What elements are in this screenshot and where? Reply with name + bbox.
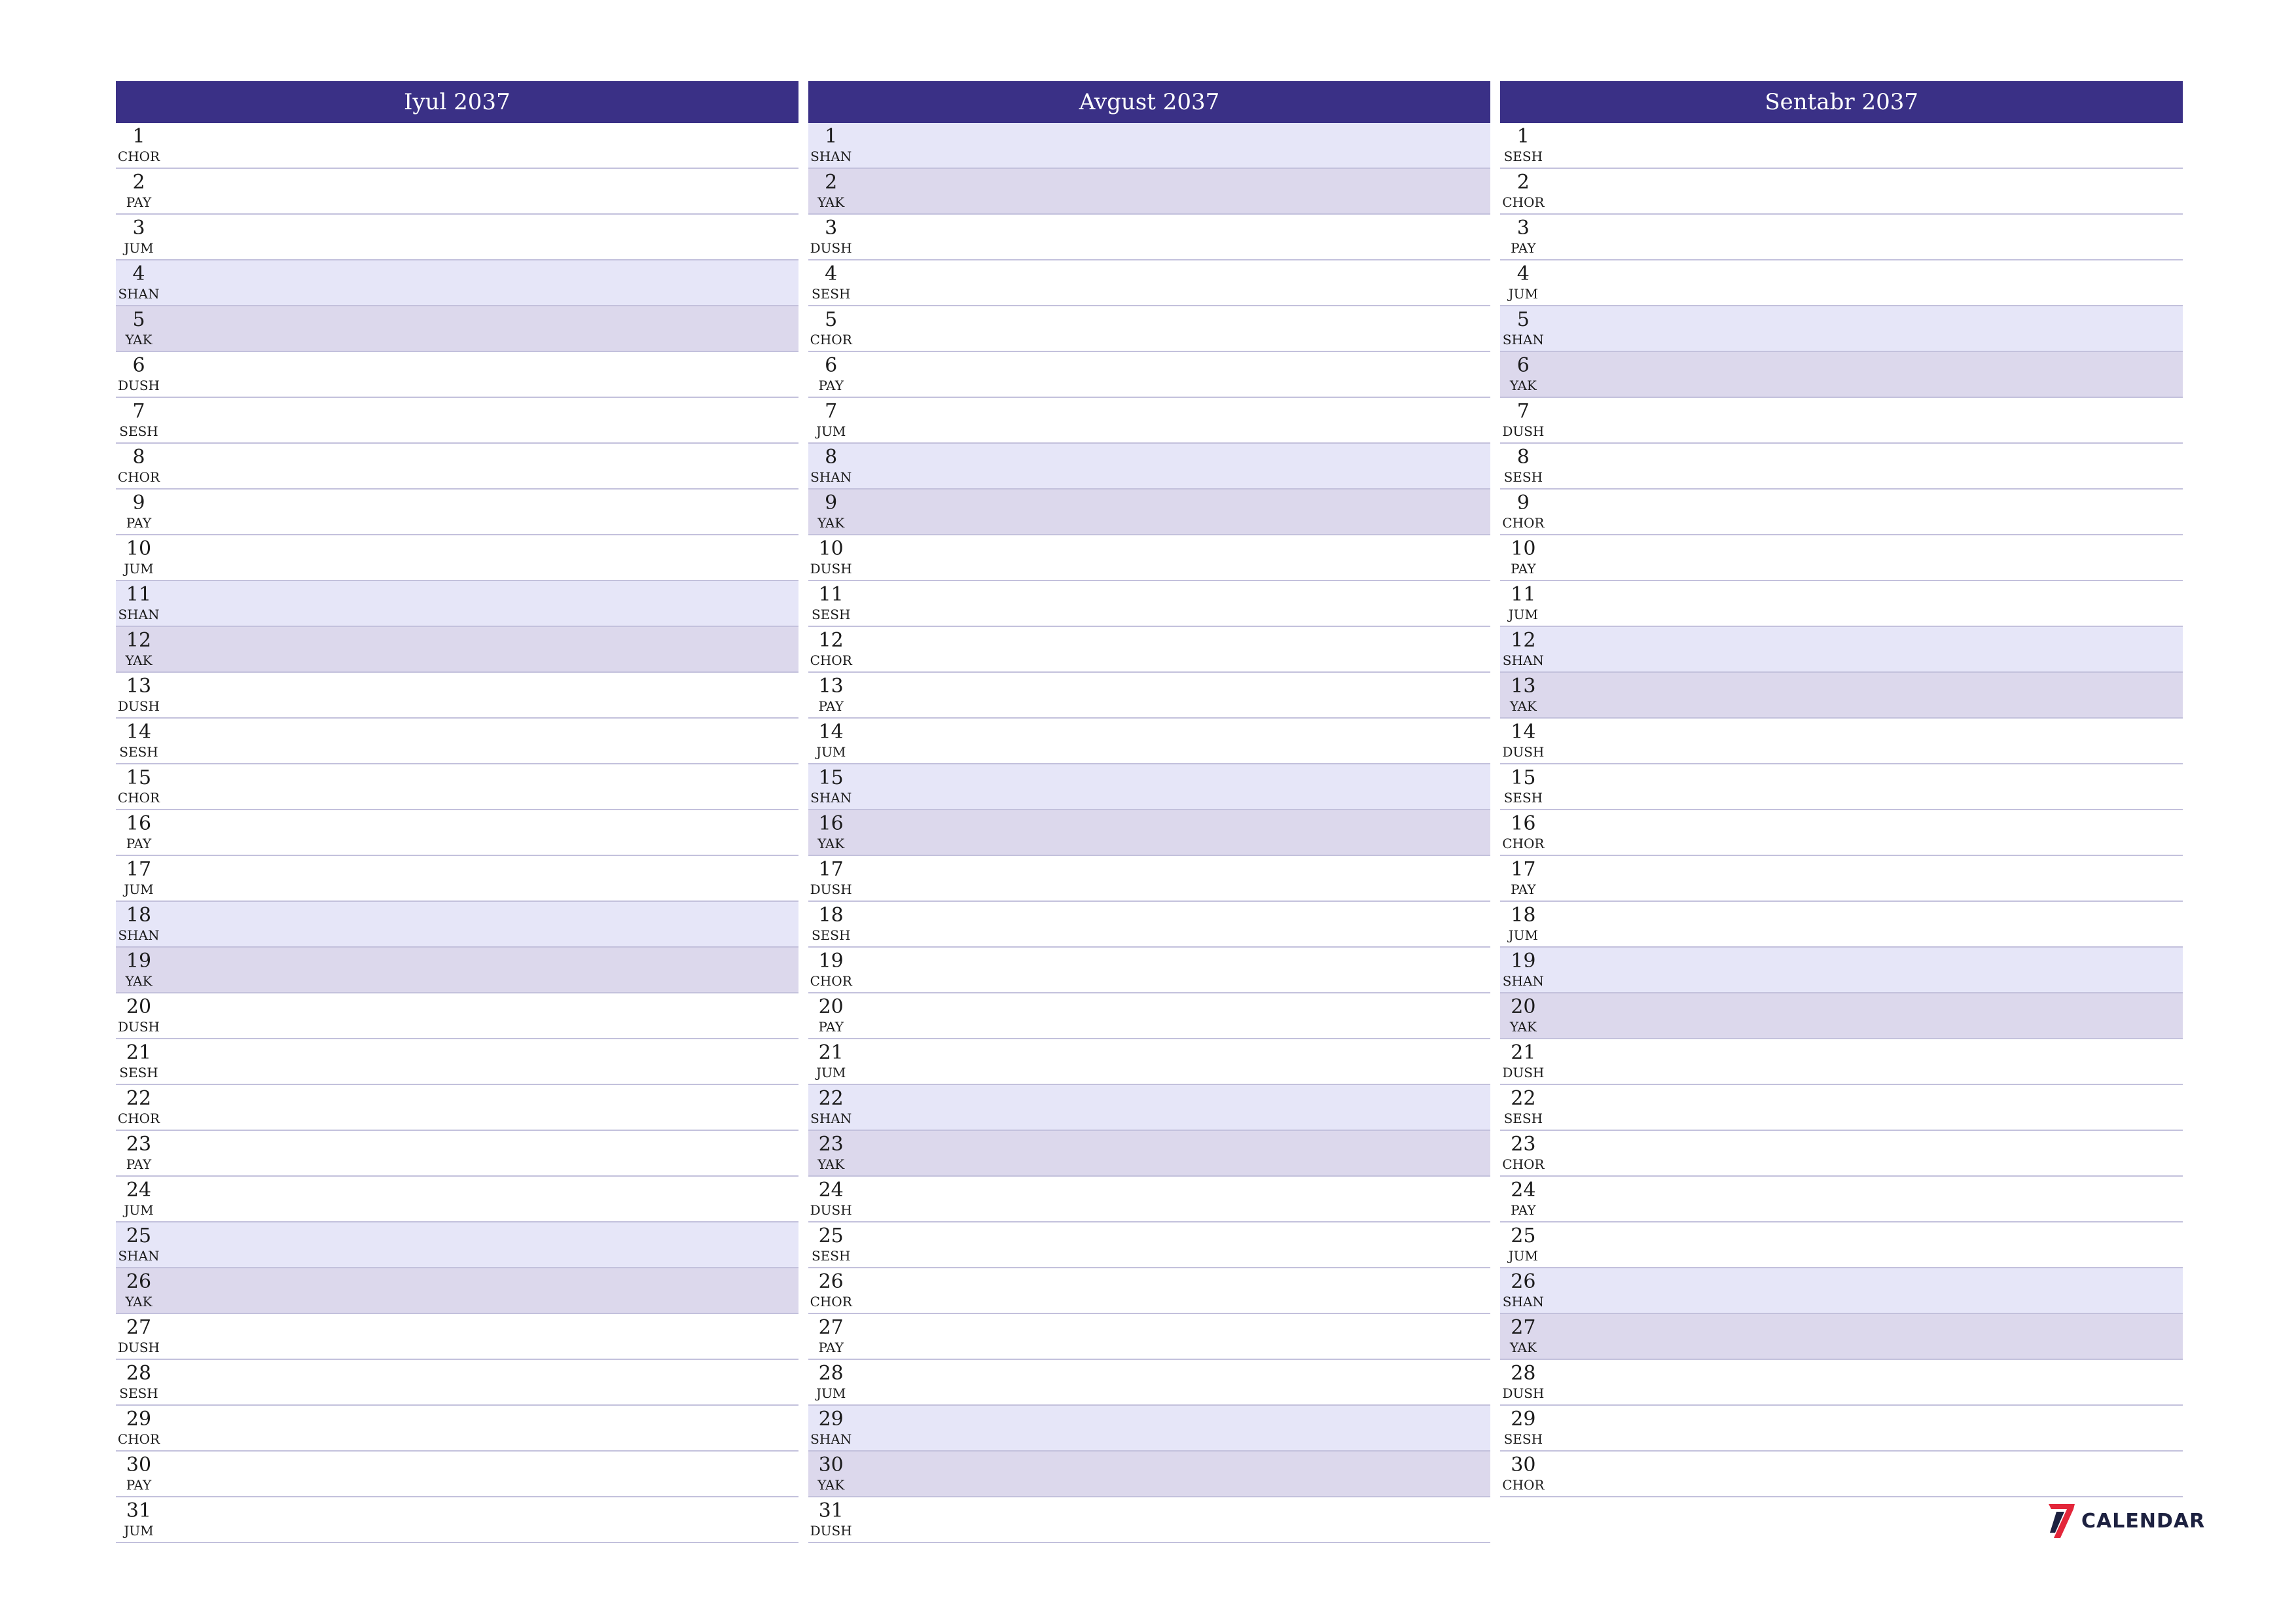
day-row <box>116 810 798 856</box>
weekday-label: DUSH <box>810 561 852 577</box>
weekday-label: SHAN <box>118 286 160 302</box>
day-row <box>808 581 1491 627</box>
day-row <box>116 902 798 948</box>
day-number: 8 <box>1516 446 1530 469</box>
day-number: 16 <box>126 812 152 835</box>
weekday-label: SESH <box>811 927 851 943</box>
weekday-label: PAY <box>818 378 844 393</box>
day-row <box>808 764 1491 810</box>
day-number: 24 <box>126 1179 152 1202</box>
day-row <box>808 352 1491 398</box>
day-number: 24 <box>818 1179 844 1202</box>
day-number: 25 <box>818 1224 844 1247</box>
day-row <box>1500 1177 2183 1222</box>
day-number: 21 <box>126 1041 152 1064</box>
weekday-label: PAY <box>126 1477 152 1493</box>
day-row <box>116 535 798 581</box>
weekday-label: PAY <box>1511 240 1536 256</box>
day-number: 8 <box>825 446 838 469</box>
day-row <box>116 1039 798 1085</box>
day-row <box>1500 352 2183 398</box>
day-row <box>808 993 1491 1039</box>
weekday-label: PAY <box>1511 882 1536 897</box>
day-row <box>808 1085 1491 1131</box>
day-row <box>1500 1360 2183 1406</box>
day-row <box>116 215 798 260</box>
day-number: 20 <box>818 995 844 1018</box>
day-number: 16 <box>818 812 844 835</box>
day-number: 7 <box>1516 400 1530 423</box>
weekday-label: JUM <box>124 240 154 256</box>
weekday-label: SHAN <box>810 790 852 806</box>
day-row <box>808 1268 1491 1314</box>
weekday-label: SESH <box>119 423 158 439</box>
day-row <box>116 1452 798 1497</box>
day-number: 20 <box>126 995 152 1018</box>
day-row <box>1500 1222 2183 1268</box>
weekday-label: SHAN <box>118 927 160 943</box>
day-number: 1 <box>825 125 838 148</box>
day-number: 4 <box>825 262 838 285</box>
weekday-label: PAY <box>818 1340 844 1355</box>
day-row <box>116 1314 798 1360</box>
day-number: 19 <box>1511 950 1536 972</box>
day-number: 6 <box>1516 354 1530 377</box>
month-column <box>116 81 798 1543</box>
day-number: 11 <box>818 583 844 606</box>
weekday-label: DUSH <box>117 1019 160 1035</box>
logo-text: CALENDAR <box>2081 1509 2206 1533</box>
day-number: 28 <box>1511 1362 1536 1385</box>
weekday-label: SHAN <box>1502 652 1544 668</box>
weekday-label: SHAN <box>118 1248 160 1264</box>
weekday-label: DUSH <box>810 240 852 256</box>
day-number: 3 <box>1516 217 1530 240</box>
day-number: 14 <box>818 721 844 743</box>
day-row <box>808 1314 1491 1360</box>
weekday-label: YAK <box>817 1477 845 1493</box>
weekday-label: SHAN <box>118 607 160 622</box>
day-number: 31 <box>126 1499 152 1522</box>
day-row <box>1500 398 2183 444</box>
day-row <box>1500 993 2183 1039</box>
day-number: 15 <box>1511 766 1536 789</box>
day-number: 12 <box>126 629 152 652</box>
weekday-label: PAY <box>818 1019 844 1035</box>
day-number: 13 <box>1511 675 1536 698</box>
day-row <box>808 948 1491 993</box>
day-row <box>808 398 1491 444</box>
weekday-label: DUSH <box>117 698 160 714</box>
day-number: 5 <box>132 308 145 331</box>
day-row <box>1500 948 2183 993</box>
weekday-label: DUSH <box>117 378 160 393</box>
day-row <box>808 123 1491 169</box>
day-number: 31 <box>818 1499 844 1522</box>
day-row <box>1500 1406 2183 1452</box>
weekday-label: DUSH <box>810 1202 852 1218</box>
day-row <box>1500 490 2183 535</box>
month-header: Sentabr 2037 <box>1500 81 2183 123</box>
day-row <box>1500 169 2183 215</box>
weekday-label: SESH <box>1503 790 1543 806</box>
weekday-label: PAY <box>126 515 152 531</box>
day-row <box>1500 1085 2183 1131</box>
day-number: 5 <box>1516 308 1530 331</box>
weekday-label: CHOR <box>1502 1477 1545 1493</box>
day-number: 3 <box>132 217 145 240</box>
day-row <box>116 490 798 535</box>
month-header: Avgust 2037 <box>808 81 1491 123</box>
weekday-label: PAY <box>126 194 152 210</box>
day-row <box>116 1222 798 1268</box>
day-row <box>116 444 798 490</box>
day-row <box>116 993 798 1039</box>
weekday-label: PAY <box>818 698 844 714</box>
day-row <box>1500 123 2183 169</box>
weekday-label: SHAN <box>810 1111 852 1126</box>
weekday-label: YAK <box>1509 1340 1537 1355</box>
weekday-label: YAK <box>125 1294 152 1310</box>
day-row <box>808 856 1491 902</box>
weekday-label: YAK <box>1509 1019 1537 1035</box>
weekday-label: JUM <box>1508 607 1539 622</box>
day-row <box>808 1222 1491 1268</box>
day-number: 9 <box>825 491 838 514</box>
weekday-label: PAY <box>1511 1202 1536 1218</box>
day-row <box>116 352 798 398</box>
month-column <box>1500 81 2183 1543</box>
day-row <box>808 1452 1491 1497</box>
day-row <box>808 810 1491 856</box>
day-number: 21 <box>1511 1041 1536 1064</box>
day-row <box>116 1497 798 1543</box>
day-row <box>1500 1131 2183 1177</box>
day-number: 27 <box>126 1316 152 1339</box>
day-number: 10 <box>818 537 844 560</box>
day-row <box>808 444 1491 490</box>
seven-logo-icon <box>2047 1503 2076 1539</box>
day-number: 7 <box>132 400 145 423</box>
weekday-label: DUSH <box>1502 1065 1545 1080</box>
day-number: 29 <box>818 1408 844 1431</box>
day-row <box>1500 260 2183 306</box>
day-row <box>116 306 798 352</box>
day-number: 28 <box>126 1362 152 1385</box>
day-row <box>808 1406 1491 1452</box>
day-row <box>116 260 798 306</box>
day-number: 26 <box>818 1270 844 1293</box>
day-row <box>808 306 1491 352</box>
weekday-label: SESH <box>1503 149 1543 164</box>
day-number: 20 <box>1511 995 1536 1018</box>
weekday-label: CHOR <box>117 469 160 485</box>
weekday-label: CHOR <box>117 1111 160 1126</box>
weekday-label: SHAN <box>1502 1294 1544 1310</box>
day-row <box>1500 535 2183 581</box>
day-number: 23 <box>126 1133 152 1156</box>
weekday-label: JUM <box>124 1523 154 1539</box>
day-row <box>1500 444 2183 490</box>
weekday-label: YAK <box>1509 698 1537 714</box>
weekday-label: DUSH <box>1502 1385 1545 1401</box>
day-number: 3 <box>825 217 838 240</box>
day-row <box>116 1131 798 1177</box>
day-row <box>116 673 798 719</box>
day-row <box>808 1360 1491 1406</box>
day-number: 12 <box>818 629 844 652</box>
day-row <box>116 627 798 673</box>
day-row <box>116 169 798 215</box>
day-number: 2 <box>132 171 145 194</box>
day-number: 26 <box>126 1270 152 1293</box>
day-number: 19 <box>818 950 844 972</box>
weekday-label: YAK <box>817 836 845 851</box>
weekday-label: CHOR <box>117 790 160 806</box>
weekday-label: JUM <box>816 744 846 760</box>
day-number: 17 <box>818 858 844 881</box>
day-number: 12 <box>1511 629 1536 652</box>
weekday-label: SESH <box>811 607 851 622</box>
day-number: 1 <box>1516 125 1530 148</box>
weekday-label: SHAN <box>1502 973 1544 989</box>
day-row <box>808 1131 1491 1177</box>
weekday-label: CHOR <box>117 149 160 164</box>
day-row <box>116 856 798 902</box>
weekday-label: DUSH <box>810 1523 852 1539</box>
weekday-label: CHOR <box>810 973 852 989</box>
weekday-label: DUSH <box>810 882 852 897</box>
weekday-label: YAK <box>1509 378 1537 393</box>
weekday-label: SESH <box>1503 1111 1543 1126</box>
day-row <box>1500 1314 2183 1360</box>
day-row <box>808 673 1491 719</box>
day-number: 30 <box>1511 1454 1536 1476</box>
day-number: 15 <box>818 766 844 789</box>
day-row <box>808 260 1491 306</box>
weekday-label: SESH <box>1503 1431 1543 1447</box>
weekday-label: YAK <box>125 332 152 348</box>
day-row <box>1500 810 2183 856</box>
weekday-label: CHOR <box>117 1431 160 1447</box>
day-row <box>116 398 798 444</box>
day-number: 24 <box>1511 1179 1536 1202</box>
day-number: 13 <box>126 675 152 698</box>
day-number: 17 <box>1511 858 1536 881</box>
day-number: 1 <box>132 125 145 148</box>
day-number: 6 <box>825 354 838 377</box>
day-number: 28 <box>818 1362 844 1385</box>
day-row <box>808 169 1491 215</box>
day-row <box>808 902 1491 948</box>
day-row <box>808 215 1491 260</box>
weekday-label: SHAN <box>1502 332 1544 348</box>
day-row <box>1500 764 2183 810</box>
day-row <box>116 948 798 993</box>
day-row <box>1500 719 2183 764</box>
weekday-label: DUSH <box>1502 744 1545 760</box>
day-number: 29 <box>126 1408 152 1431</box>
day-number: 23 <box>1511 1133 1536 1156</box>
day-number: 16 <box>1511 812 1536 835</box>
day-number: 21 <box>818 1041 844 1064</box>
day-row <box>1500 1039 2183 1085</box>
day-number: 13 <box>818 675 844 698</box>
day-row <box>116 1177 798 1222</box>
day-row <box>1500 1268 2183 1314</box>
weekday-label: JUM <box>816 1385 846 1401</box>
weekday-label: DUSH <box>117 1340 160 1355</box>
day-row <box>116 764 798 810</box>
day-row <box>808 535 1491 581</box>
day-number: 18 <box>126 904 152 927</box>
weekday-label: YAK <box>817 515 845 531</box>
day-number: 2 <box>825 171 838 194</box>
quarterly-calendar <box>116 81 2183 1543</box>
day-number: 7 <box>825 400 838 423</box>
day-list <box>116 123 798 1543</box>
weekday-label: CHOR <box>810 1294 852 1310</box>
day-row <box>116 1360 798 1406</box>
day-number: 23 <box>818 1133 844 1156</box>
weekday-label: SESH <box>119 744 158 760</box>
weekday-label: CHOR <box>810 332 852 348</box>
day-number: 8 <box>132 446 145 469</box>
weekday-label: CHOR <box>1502 1156 1545 1172</box>
day-row <box>116 1085 798 1131</box>
weekday-label: PAY <box>126 836 152 851</box>
weekday-label: SHAN <box>810 149 852 164</box>
day-number: 26 <box>1511 1270 1536 1293</box>
day-row <box>1500 1452 2183 1497</box>
day-number: 4 <box>132 262 145 285</box>
weekday-label: YAK <box>125 652 152 668</box>
day-number: 22 <box>818 1087 844 1110</box>
weekday-label: CHOR <box>810 652 852 668</box>
day-number: 14 <box>126 721 152 743</box>
weekday-label: CHOR <box>1502 515 1545 531</box>
weekday-label: YAK <box>817 1156 845 1172</box>
day-number: 25 <box>1511 1224 1536 1247</box>
day-row <box>1500 627 2183 673</box>
weekday-label: DUSH <box>1502 423 1545 439</box>
day-number: 5 <box>825 308 838 331</box>
day-number: 9 <box>132 491 145 514</box>
day-row <box>116 1406 798 1452</box>
day-list <box>1500 123 2183 1497</box>
weekday-label: JUM <box>1508 927 1539 943</box>
day-number: 15 <box>126 766 152 789</box>
day-number: 22 <box>1511 1087 1536 1110</box>
day-number: 18 <box>818 904 844 927</box>
day-row <box>116 123 798 169</box>
weekday-label: YAK <box>817 194 845 210</box>
day-number: 22 <box>126 1087 152 1110</box>
day-row <box>1500 902 2183 948</box>
weekday-label: CHOR <box>1502 194 1545 210</box>
weekday-label: JUM <box>124 882 154 897</box>
weekday-label: JUM <box>816 423 846 439</box>
weekday-label: SHAN <box>810 1431 852 1447</box>
day-row <box>1500 306 2183 352</box>
day-number: 19 <box>126 950 152 972</box>
day-row <box>808 719 1491 764</box>
weekday-label: JUM <box>1508 286 1539 302</box>
day-list <box>808 123 1491 1543</box>
day-number: 4 <box>1516 262 1530 285</box>
day-row <box>1500 581 2183 627</box>
month-column <box>808 81 1491 1543</box>
weekday-label: JUM <box>124 1202 154 1218</box>
weekday-label: JUM <box>816 1065 846 1080</box>
day-row <box>116 719 798 764</box>
day-number: 10 <box>1511 537 1536 560</box>
weekday-label: SESH <box>119 1065 158 1080</box>
day-number: 11 <box>126 583 152 606</box>
day-number: 30 <box>818 1454 844 1476</box>
month-header: Iyul 2037 <box>116 81 798 123</box>
day-row <box>808 627 1491 673</box>
weekday-label: SESH <box>811 286 851 302</box>
day-row <box>808 1039 1491 1085</box>
day-row <box>1500 215 2183 260</box>
weekday-label: JUM <box>124 561 154 577</box>
weekday-label: SESH <box>1503 469 1543 485</box>
day-row <box>1500 856 2183 902</box>
day-number: 10 <box>126 537 152 560</box>
day-number: 30 <box>126 1454 152 1476</box>
day-row <box>808 1497 1491 1543</box>
weekday-label: PAY <box>126 1156 152 1172</box>
day-number: 25 <box>126 1224 152 1247</box>
day-number: 29 <box>1511 1408 1536 1431</box>
brand-logo[interactable] <box>2047 1503 2205 1539</box>
day-row <box>116 581 798 627</box>
day-number: 18 <box>1511 904 1536 927</box>
weekday-label: SHAN <box>810 469 852 485</box>
day-number: 2 <box>1516 171 1530 194</box>
day-row <box>808 1177 1491 1222</box>
weekday-label: YAK <box>125 973 152 989</box>
day-row <box>1500 673 2183 719</box>
day-number: 27 <box>818 1316 844 1339</box>
weekday-label: JUM <box>1508 1248 1539 1264</box>
day-number: 6 <box>132 354 145 377</box>
day-row <box>116 1268 798 1314</box>
weekday-label: SESH <box>119 1385 158 1401</box>
day-number: 17 <box>126 858 152 881</box>
day-number: 14 <box>1511 721 1536 743</box>
day-number: 27 <box>1511 1316 1536 1339</box>
weekday-label: PAY <box>1511 561 1536 577</box>
weekday-label: SESH <box>811 1248 851 1264</box>
day-number: 9 <box>1516 491 1530 514</box>
day-number: 11 <box>1511 583 1536 606</box>
weekday-label: CHOR <box>1502 836 1545 851</box>
day-row <box>808 490 1491 535</box>
